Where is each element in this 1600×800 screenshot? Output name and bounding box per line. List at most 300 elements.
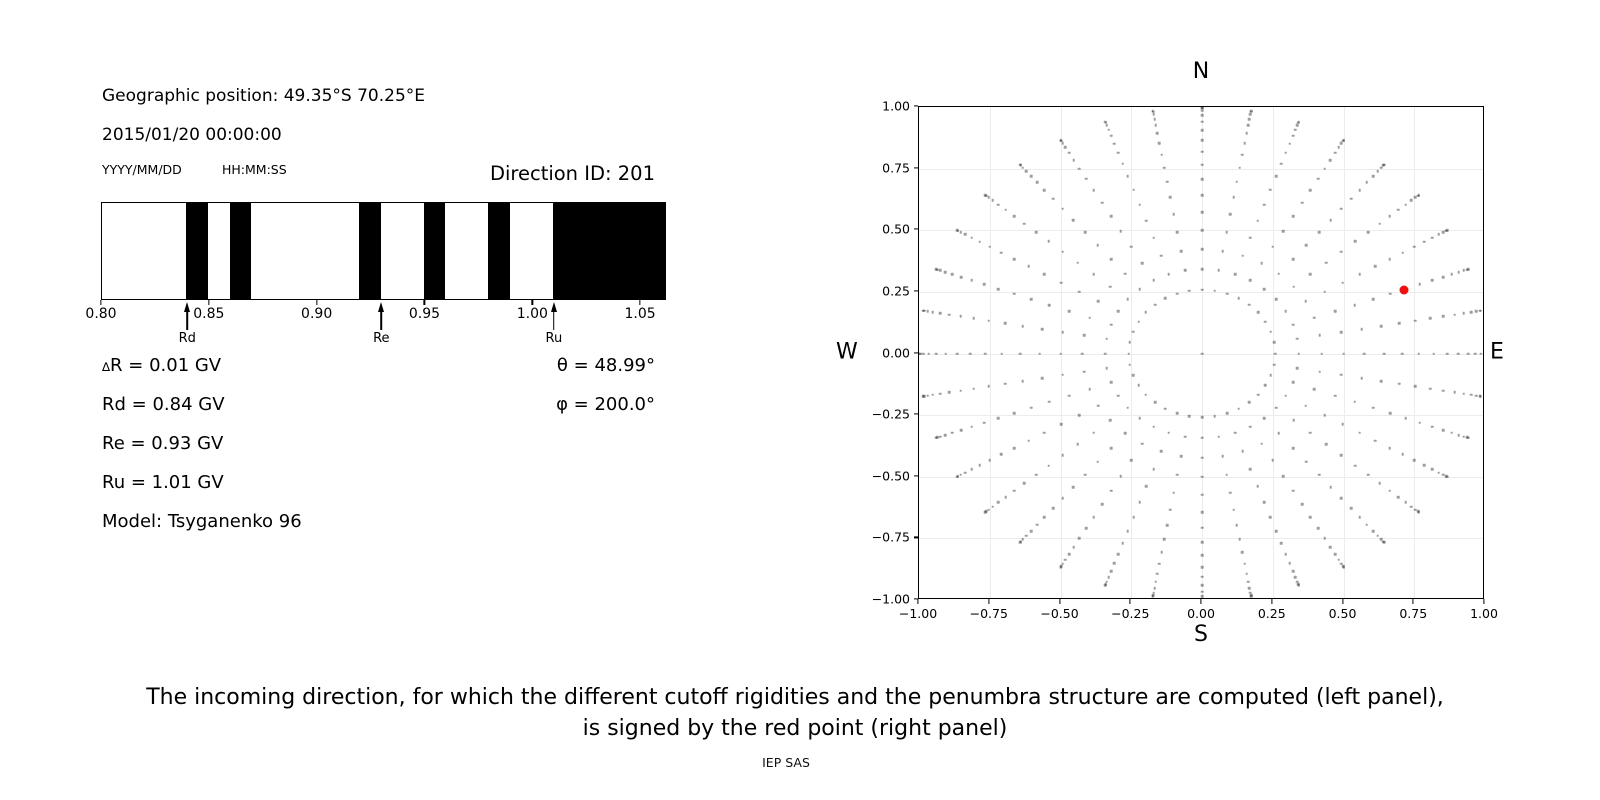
x-tick-label: 1.05 xyxy=(624,306,656,322)
direction-dot xyxy=(1238,538,1241,541)
direction-dot xyxy=(1340,454,1343,457)
direction-dot xyxy=(1243,142,1246,145)
direction-dot xyxy=(1245,132,1248,135)
direction-dot xyxy=(1104,584,1107,587)
direction-dot xyxy=(1154,401,1157,404)
direction-dot xyxy=(1329,219,1332,222)
direction-dot xyxy=(1417,352,1420,355)
direction-dot xyxy=(1160,450,1163,453)
direction-dot xyxy=(1158,562,1161,565)
direction-dot xyxy=(939,312,942,315)
direction-dot xyxy=(1250,109,1253,112)
direction-dot xyxy=(1113,142,1116,145)
x-tick-mark xyxy=(1130,599,1131,604)
y-tick-label: 0.25 xyxy=(882,283,910,299)
x-tick-mark xyxy=(639,300,640,305)
direction-dot xyxy=(1354,464,1357,467)
direction-dot xyxy=(1019,352,1022,355)
direction-dot xyxy=(1413,245,1416,248)
direction-dot xyxy=(1166,181,1169,184)
direction-dot xyxy=(939,269,942,272)
direction-dot xyxy=(1092,273,1095,276)
direction-dot xyxy=(1035,231,1038,234)
direction-dot xyxy=(1201,248,1204,251)
direction-dot xyxy=(1458,434,1461,437)
direction-dot xyxy=(1022,380,1025,383)
direction-dot xyxy=(1243,562,1246,565)
direction-dot xyxy=(979,464,982,467)
direction-dot xyxy=(1323,167,1326,170)
x-tick-label: 0.50 xyxy=(1328,606,1357,621)
direction-dot xyxy=(1256,485,1259,488)
direction-dot xyxy=(1145,311,1148,314)
direction-dot xyxy=(1414,319,1417,322)
direction-dot xyxy=(1004,322,1007,325)
direction-dot xyxy=(1446,475,1449,478)
direction-dot xyxy=(935,437,938,440)
direction-dot xyxy=(1132,188,1135,191)
direction-dot xyxy=(1120,475,1123,478)
direction-dot xyxy=(1124,432,1127,435)
x-tick-label: 0.80 xyxy=(85,306,117,322)
direction-dot xyxy=(1249,279,1252,282)
grid-line-vertical xyxy=(1414,107,1415,598)
direction-dot xyxy=(1235,181,1238,184)
direction-dot xyxy=(1145,219,1148,222)
direction-dot xyxy=(1068,553,1071,556)
direction-dot xyxy=(1378,222,1381,225)
direction-dot xyxy=(1401,352,1404,355)
direction-dot xyxy=(1271,245,1274,248)
direction-dot xyxy=(1201,211,1204,214)
direction-dot xyxy=(1072,546,1075,549)
direction-dot xyxy=(1048,304,1051,307)
direction-dot xyxy=(1173,491,1176,494)
direction-dot xyxy=(951,431,954,434)
x-tick-label: 0.25 xyxy=(1257,606,1286,621)
direction-dot xyxy=(1013,447,1016,450)
direction-dot xyxy=(1398,382,1401,385)
direction-dot xyxy=(1105,338,1108,341)
direction-dot xyxy=(1201,229,1204,232)
direction-dot xyxy=(1342,352,1345,355)
direction-dot xyxy=(1285,394,1288,397)
direction-dot xyxy=(1023,482,1026,485)
direction-dot xyxy=(1467,352,1470,355)
direction-dot xyxy=(964,233,967,236)
direction-dot xyxy=(1383,541,1386,544)
direction-dot xyxy=(997,417,1000,420)
direction-dot xyxy=(1030,175,1033,178)
direction-dot xyxy=(1248,118,1251,121)
direction-dot xyxy=(1152,109,1155,112)
direction-dot xyxy=(1076,443,1079,446)
direction-dot xyxy=(1457,352,1460,355)
direction-dot xyxy=(1437,471,1440,474)
direction-dot xyxy=(959,315,962,318)
direction-dot xyxy=(1358,431,1361,434)
direction-dot xyxy=(1417,194,1420,197)
direction-dot xyxy=(1107,576,1110,579)
direction-dot xyxy=(1088,388,1091,391)
direction-dot xyxy=(1325,443,1328,446)
direction-dot xyxy=(1292,489,1295,492)
datetime-text: 2015/01/20 00:00:00 xyxy=(102,125,282,145)
direction-dot xyxy=(1280,542,1283,545)
direction-dot xyxy=(1169,508,1172,511)
direction-dot xyxy=(1156,132,1159,135)
direction-dot xyxy=(1061,250,1064,253)
direction-dot xyxy=(1380,325,1383,328)
direction-dot xyxy=(931,394,934,397)
direction-dot xyxy=(1092,431,1095,434)
direction-dot xyxy=(1292,570,1295,573)
direction-dot xyxy=(1076,261,1079,264)
direction-dot xyxy=(1241,153,1244,156)
direction-dot xyxy=(1372,175,1375,178)
direction-dot xyxy=(1256,219,1259,222)
direction-dot xyxy=(1155,124,1158,127)
direction-dot xyxy=(1340,374,1343,377)
direction-dot xyxy=(1318,474,1321,477)
direction-dot xyxy=(1467,437,1470,440)
direction-dot xyxy=(1288,562,1291,565)
direction-dot xyxy=(1247,124,1250,127)
direction-dot xyxy=(1048,401,1051,404)
direction-dot xyxy=(1129,341,1132,344)
direction-dot xyxy=(1001,352,1004,355)
time-format-label: HH:MM:SS xyxy=(222,162,287,177)
direction-dot xyxy=(1201,106,1204,108)
direction-dot xyxy=(1180,250,1183,253)
direction-dot xyxy=(1201,178,1204,181)
grid-line-vertical xyxy=(1131,107,1132,598)
direction-dot xyxy=(1270,330,1273,333)
direction-dot xyxy=(1288,142,1291,145)
direction-dot xyxy=(1097,300,1100,303)
direction-dot xyxy=(1127,352,1130,355)
direction-dot xyxy=(1273,341,1276,344)
direction-dot xyxy=(1245,572,1248,575)
y-tick-mark xyxy=(914,167,919,168)
direction-dot xyxy=(991,199,994,202)
direction-dot xyxy=(1038,352,1041,355)
direction-dot xyxy=(1232,196,1235,199)
y-tick-label: 1.00 xyxy=(882,98,910,114)
direction-dot xyxy=(918,352,920,355)
direction-dot xyxy=(1383,352,1386,355)
direction-dot xyxy=(1419,421,1422,424)
grid-line-horizontal xyxy=(919,169,1483,170)
direction-dot xyxy=(1052,507,1055,510)
direction-dot xyxy=(1275,406,1278,409)
delta-r-value xyxy=(102,355,221,376)
direction-dot xyxy=(1225,474,1228,477)
direction-dot xyxy=(1305,461,1308,464)
direction-dot xyxy=(1431,236,1434,239)
direction-dot xyxy=(1152,468,1155,471)
direction-dot xyxy=(1061,454,1064,457)
rigidity-marker-arrow xyxy=(553,310,555,330)
model-label: Model: Tsyganenko 96 xyxy=(102,511,302,532)
direction-dot xyxy=(1350,198,1353,201)
direction-dot xyxy=(1201,163,1204,166)
direction-dot xyxy=(1201,475,1204,478)
direction-dot xyxy=(1235,524,1238,527)
direction-dot xyxy=(926,310,929,313)
x-tick-mark xyxy=(1271,599,1272,604)
direction-dot xyxy=(959,389,962,392)
delta-r-text: R = 0.01 GV xyxy=(110,355,222,376)
direction-dot xyxy=(1340,142,1343,145)
direction-dot xyxy=(1013,258,1016,261)
direction-dot xyxy=(931,311,934,314)
direction-dot xyxy=(1013,293,1016,296)
direction-dot xyxy=(1318,334,1321,337)
direction-dot xyxy=(1129,363,1132,366)
direction-dot xyxy=(1013,489,1016,492)
ru-value: Ru = 1.01 GV xyxy=(102,472,224,493)
direction-dot xyxy=(1061,497,1064,500)
y-tick-mark xyxy=(914,290,919,291)
x-tick-mark xyxy=(1059,599,1060,604)
direction-dot xyxy=(1047,464,1050,467)
direction-dot xyxy=(1213,289,1216,292)
x-tick-label: 1.00 xyxy=(1470,606,1498,621)
x-tick-label: −0.50 xyxy=(1040,606,1079,621)
direction-dot xyxy=(1317,527,1320,530)
direction-dot xyxy=(1249,425,1252,428)
direction-dot xyxy=(1397,209,1400,212)
direction-dot xyxy=(1474,352,1477,355)
y-tick-label: −0.50 xyxy=(871,468,910,484)
direction-dot xyxy=(988,459,991,462)
direction-dot xyxy=(1201,139,1204,142)
direction-dot xyxy=(988,245,991,248)
direction-dot xyxy=(1022,325,1025,328)
direction-dot xyxy=(1030,298,1033,301)
rigidity-marker-arrow xyxy=(381,310,383,330)
date-format-label: YYYY/MM/DD xyxy=(102,162,182,177)
direction-dot xyxy=(1304,300,1307,303)
direction-dot xyxy=(991,505,994,508)
direction-dot xyxy=(1446,352,1449,355)
direction-dot xyxy=(1068,310,1071,313)
direction-dot xyxy=(1250,595,1253,598)
direction-dot xyxy=(1201,437,1204,440)
phi-value: φ = 200.0° xyxy=(556,394,655,415)
direction-dot xyxy=(1156,572,1159,575)
direction-dot xyxy=(1160,153,1163,156)
direction-dot xyxy=(1173,213,1176,216)
direction-dot xyxy=(1013,215,1016,218)
direction-dot xyxy=(1000,251,1003,254)
x-tick-mark xyxy=(1342,599,1343,604)
direction-dot xyxy=(1451,431,1454,434)
forbidden-band xyxy=(186,203,208,299)
direction-dot xyxy=(1201,541,1204,544)
direction-dot xyxy=(1248,401,1251,404)
direction-dot xyxy=(1201,114,1204,117)
direction-dot xyxy=(1124,272,1127,275)
direction-dot xyxy=(1237,407,1240,410)
direction-dot xyxy=(1388,215,1391,218)
direction-dot xyxy=(1201,511,1204,514)
y-tick-mark xyxy=(914,352,919,353)
direction-dot xyxy=(970,425,973,428)
direction-dot xyxy=(1361,328,1364,331)
direction-dot xyxy=(1309,431,1312,434)
direction-dot xyxy=(1168,431,1171,434)
direction-dot-center xyxy=(1201,352,1204,355)
direction-dot xyxy=(1433,352,1436,355)
direction-dot xyxy=(1273,363,1276,366)
direction-dot xyxy=(1292,285,1295,288)
direction-dot xyxy=(1374,439,1377,442)
direction-dot xyxy=(1358,273,1361,276)
x-tick-mark xyxy=(988,599,989,604)
direction-dot xyxy=(1398,322,1401,325)
direction-dot xyxy=(1229,491,1232,494)
y-tick-label: 0.00 xyxy=(882,345,910,360)
direction-dot xyxy=(1296,338,1299,341)
direction-dot xyxy=(1104,121,1107,124)
x-tick-mark xyxy=(1413,599,1414,604)
direction-dot xyxy=(972,317,975,320)
direction-dot xyxy=(1383,163,1386,166)
direction-dot xyxy=(1353,304,1356,307)
direction-dot xyxy=(1004,496,1007,499)
theta-value: θ = 48.99° xyxy=(556,355,655,376)
direction-dot xyxy=(1270,374,1273,377)
direction-dot xyxy=(1329,546,1332,549)
direction-dot xyxy=(1334,553,1337,556)
direction-dot xyxy=(1121,162,1124,165)
direction-dot xyxy=(1423,464,1426,467)
direction-dot xyxy=(1138,417,1141,420)
forbidden-band xyxy=(230,203,252,299)
direction-dot xyxy=(1110,489,1113,492)
direction-dot xyxy=(1278,272,1281,275)
direction-dot xyxy=(1127,298,1130,301)
direction-dot xyxy=(1342,139,1345,142)
direction-dot xyxy=(1309,273,1312,276)
direction-dot xyxy=(1085,527,1088,530)
direction-dot xyxy=(1153,587,1156,590)
direction-dot xyxy=(1323,414,1326,417)
direction-dot xyxy=(1372,530,1375,533)
direction-dot xyxy=(1105,367,1108,370)
direction-dot xyxy=(1201,456,1204,459)
direction-dot xyxy=(1132,374,1135,377)
direction-dot xyxy=(987,385,990,388)
direction-dot xyxy=(1292,381,1295,384)
direction-dot xyxy=(927,352,930,355)
direction-dot xyxy=(1234,431,1237,434)
x-tick-label: −0.25 xyxy=(1111,606,1150,621)
direction-dot xyxy=(1121,542,1124,545)
direction-dot xyxy=(1201,590,1204,593)
direction-dot xyxy=(1282,475,1285,478)
direction-dot xyxy=(1130,245,1133,248)
x-tick-mark xyxy=(917,599,918,604)
direction-dot xyxy=(1127,530,1130,533)
direction-dot xyxy=(1110,381,1113,384)
direction-dot xyxy=(1117,152,1120,155)
direction-dot xyxy=(1041,377,1044,380)
penumbra-axis xyxy=(85,300,666,360)
grid-line-horizontal xyxy=(919,292,1483,293)
direction-dot xyxy=(926,394,929,397)
direction-dot xyxy=(1458,271,1461,274)
direction-dot xyxy=(1453,313,1456,316)
direction-dot xyxy=(951,273,954,276)
direction-dot xyxy=(983,421,986,424)
direction-dot xyxy=(1479,309,1482,312)
direction-dot xyxy=(970,279,973,282)
direction-dot xyxy=(1410,505,1413,508)
direction-dot xyxy=(948,313,951,316)
direction-dot xyxy=(1188,289,1191,292)
direction-dot xyxy=(1201,584,1204,587)
direction-dot xyxy=(1261,262,1264,265)
direction-plot xyxy=(836,59,1504,647)
direction-dot xyxy=(956,352,959,355)
direction-dot xyxy=(1201,527,1204,530)
direction-dot xyxy=(1164,297,1167,300)
direction-dot xyxy=(1084,474,1087,477)
direction-dot xyxy=(1110,447,1113,450)
direction-dot xyxy=(1201,109,1204,112)
direction-dot xyxy=(1059,139,1062,142)
direction-dot xyxy=(1201,194,1204,197)
x-tick-mark xyxy=(208,300,209,305)
direction-dot xyxy=(1041,328,1044,331)
direction-dot xyxy=(944,434,947,437)
y-tick-label: −0.25 xyxy=(871,406,910,422)
caption-line-1: The incoming direction, for which the different cutoff rigidities and the penumbra structure are computed (left panel), xyxy=(146,685,1444,710)
direction-dot xyxy=(1043,431,1046,434)
direction-dot xyxy=(1429,387,1432,390)
direction-dot xyxy=(1380,380,1383,383)
x-tick-label: 0.90 xyxy=(301,306,333,322)
direction-dot xyxy=(1329,486,1332,489)
direction-dot xyxy=(997,203,1000,206)
direction-dot xyxy=(1025,535,1028,538)
direction-dot xyxy=(1342,566,1345,569)
x-tick-mark xyxy=(1200,599,1201,604)
direction-dot xyxy=(1378,482,1381,485)
direction-dot xyxy=(944,352,947,355)
direction-dot xyxy=(1201,150,1204,153)
direction-dot xyxy=(1064,146,1067,149)
direction-dot xyxy=(1242,450,1245,453)
delta-symbol: ∆ xyxy=(102,360,111,374)
direction-dot xyxy=(1152,236,1155,239)
direction-dot xyxy=(1431,425,1434,428)
direction-dot xyxy=(1072,219,1075,222)
direction-dot xyxy=(1285,310,1288,313)
x-tick-label: 0.00 xyxy=(1187,606,1215,621)
rd-value: Rd = 0.84 GV xyxy=(102,394,225,415)
direction-dot xyxy=(1282,230,1285,233)
direction-dot xyxy=(1275,530,1278,533)
direction-dot xyxy=(922,309,925,312)
direction-dot xyxy=(1068,394,1071,397)
direction-dot xyxy=(1249,468,1252,471)
y-tick-label: −0.75 xyxy=(871,529,910,545)
direction-dot xyxy=(1358,516,1361,519)
